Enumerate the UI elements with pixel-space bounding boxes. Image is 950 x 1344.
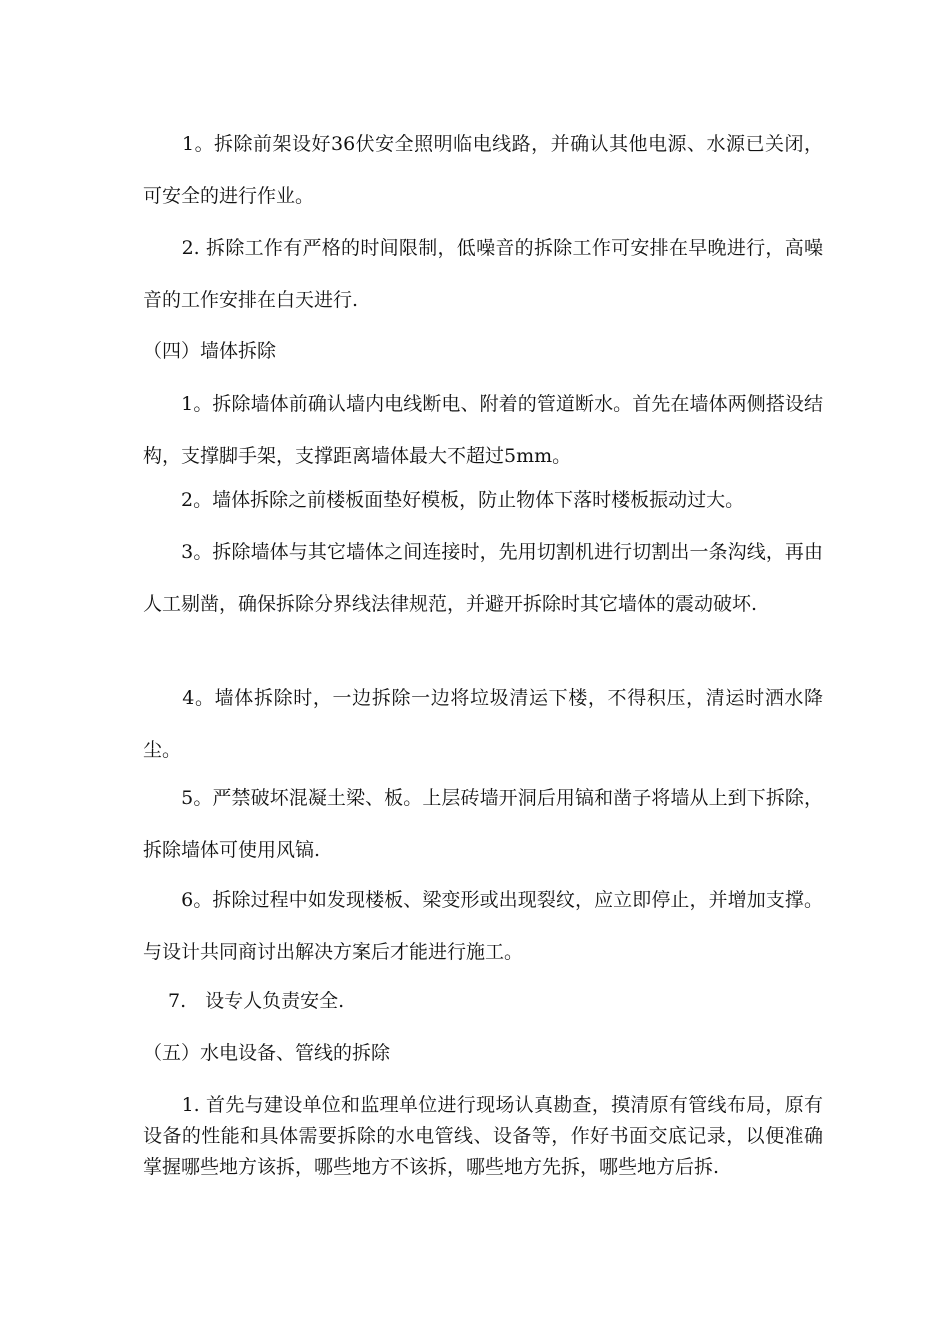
paragraph-utilities-item-1: 1. 首先与建设单位和监理单位进行现场认真勘查，摸清原有管线布局，原有设备的性能和具体需要拆除的水电管线、设备等，作好书面交底记录，以便准确掌握哪些地方该拆，哪些地方不该拆，哪些地方先拆，哪些地方后拆. <box>143 1094 823 1178</box>
paragraph-wall-item-4: 4。墙体拆除时，一边拆除一边将垃圾清运下楼，不得积压，清运时洒水降尘。 <box>143 687 823 761</box>
paragraph-wall-item-3: 3。拆除墙体与其它墙体之间连接时，先用切割机进行切割出一条沟线，再由人工剔凿，确保拆除分界线法律规范，并避开拆除时其它墙体的震动破坏. <box>143 541 823 615</box>
section-heading-wall-demolition: （四）墙体拆除 <box>143 340 277 362</box>
paragraph-wall-item-6: 6。拆除过程中如发现楼板、梁变形或出现裂纹，应立即停止，并增加支撑。与设计共同商讨出解决方案后才能进行施工。 <box>143 889 823 963</box>
section-heading-utilities-removal: （五）水电设备、管线的拆除 <box>143 1042 391 1064</box>
paragraph-time-limit: 2. 拆除工作有严格的时间限制，低噪音的拆除工作可安排在早晚进行，高噪音的工作安排在白天进行. <box>143 237 823 311</box>
paragraph-wall-item-7: 7. 设专人负责安全. <box>143 990 345 1012</box>
paragraph-wall-item-2: 2。墙体拆除之前楼板面垫好模板，防止物体下落时楼板振动过大。 <box>143 489 745 511</box>
paragraph-wall-item-5: 5。严禁破坏混凝土梁、板。上层砖墙开洞后用镐和凿子将墙从上到下拆除，拆除墙体可使用风镐. <box>143 787 823 861</box>
paragraph-wall-item-1: 1。拆除墙体前确认墙内电线断电、附着的管道断水。首先在墙体两侧搭设结构，支撑脚手架，支撑距离墙体最大不超过5mm。 <box>143 393 823 467</box>
paragraph-power-setup: 1。拆除前架设好36伏安全照明临电线路，并确认其他电源、水源已关闭，可安全的进行作业。 <box>143 133 823 207</box>
